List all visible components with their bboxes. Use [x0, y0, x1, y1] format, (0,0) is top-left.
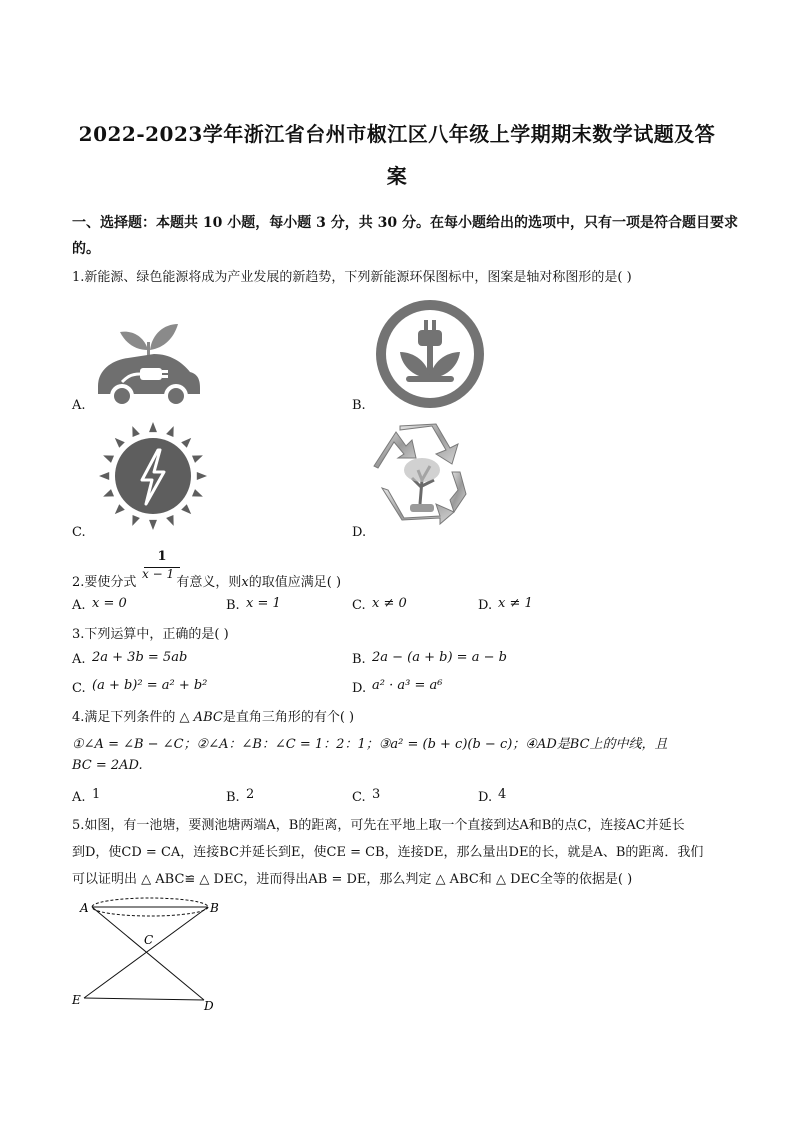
q2-option-a-expr: x = 0 — [92, 596, 127, 611]
q2-option-b-expr: x = 1 — [246, 596, 281, 611]
point-e-label: E — [72, 993, 81, 1007]
sun-ray — [197, 472, 207, 480]
q2-option-c-label: C. — [352, 598, 366, 613]
question-5-line2: 到D，使CD = CA，连接BC并延长到E，使CE = CB，连接DE，那么量出DE的长，就是A、B的距离．我们 — [72, 845, 704, 860]
section-header-line2: 的。 — [72, 241, 100, 257]
q2-fraction-numerator: 1 — [157, 549, 167, 564]
sun-ray — [166, 515, 174, 526]
sun-ray — [99, 472, 109, 480]
question-1-stem: 1.新能源、绿色能源将成为产业发展的新趋势，下列新能源环保图标中，图案是轴对称图形的是( ) — [72, 270, 632, 285]
sun-ray — [103, 489, 114, 497]
q4-triangle: △ ABC — [179, 710, 223, 725]
q4-option-c-expr: 3 — [372, 787, 381, 802]
question-2-stem — [72, 571, 341, 590]
point-a-label: A — [80, 901, 89, 915]
sun-ray — [149, 422, 157, 432]
q3-option-a-expr: 2a + 3b = 5ab — [92, 650, 188, 665]
q1-option-c-label: C. — [72, 525, 86, 540]
sun-ray — [149, 520, 157, 530]
eco-car-icon — [92, 312, 204, 408]
q1-option-b-label: B. — [352, 398, 366, 413]
q4-stem-pre: 4.满足下列条件的 — [72, 710, 176, 725]
sun-ray — [181, 438, 191, 448]
q4-option-a-expr: 1 — [92, 787, 101, 802]
sun-ray — [166, 426, 174, 437]
q2-stem-post: 的取值应满足( ) — [248, 575, 342, 590]
sun-ray — [115, 504, 125, 514]
q2-stem-mid: 有意义，则 — [176, 575, 242, 590]
q2-variable: x — [241, 575, 249, 590]
q4-option-d-label: D. — [478, 790, 493, 805]
question-4-stem — [72, 706, 354, 725]
section-header-line1: 一、选择题：本题共 10 小题，每小题 3 分，共 30 分。在每小题给出的选项中，只有一项是符合题目要求 — [72, 215, 738, 231]
point-c-label: C — [144, 933, 154, 947]
document-title-line1: 2022-2023学年浙江省台州市椒江区八年级上学期期末数学试题及答 — [78, 122, 716, 146]
q2-stem-pre: 2.要使分式 — [72, 575, 137, 590]
question-5-line1: 5.如图，有一池塘，要测池塘两端A，B的距离，可先在平地上取一个直接到达A和B的点C，连接AC并延长 — [72, 818, 685, 833]
q2-option-d-label: D. — [478, 598, 493, 613]
document-title-line2: 案 — [386, 164, 408, 188]
plug-sprout-icon — [372, 296, 488, 412]
sun-ray — [192, 489, 203, 497]
q4-conditions-line2: BC = 2AD. — [72, 758, 143, 773]
point-b-label: B — [210, 901, 219, 915]
q3-option-b-label: B. — [352, 652, 366, 667]
sun-ray — [181, 504, 191, 514]
q4-option-a-label: A. — [72, 790, 86, 805]
sun-ray — [132, 426, 140, 437]
pond-triangle-diagram — [70, 892, 230, 1014]
q3-option-c-label: C. — [72, 681, 86, 696]
q3-option-d-expr: a² · a³ = a⁶ — [372, 678, 443, 693]
q2-option-b-label: B. — [226, 598, 240, 613]
q4-stem-post: 是直角三角形的有个( ) — [222, 710, 355, 725]
q3-option-a-label: A. — [72, 652, 86, 667]
q2-fraction-denominator: x − 1 — [142, 567, 175, 581]
q1-option-a-label: A. — [72, 398, 86, 413]
q4-option-d-expr: 4 — [498, 787, 507, 802]
question-3-stem: 3.下列运算中，正确的是( ) — [72, 627, 229, 642]
q2-option-c-expr: x ≠ 0 — [372, 596, 407, 611]
q4-option-c-label: C. — [352, 790, 366, 805]
q4-conditions-line1: ①∠A = ∠B − ∠C；②∠A：∠B：∠C = 1：2：1；③a² = (b + c)(b − c)；④AD是BC上的中线，且 — [72, 737, 668, 752]
sun-ray — [132, 515, 140, 526]
sun-ray — [192, 455, 203, 463]
q4-option-b-expr: 2 — [246, 787, 255, 802]
q3-option-d-label: D. — [352, 681, 367, 696]
recycle-tree-icon — [370, 420, 472, 528]
q2-option-d-expr: x ≠ 1 — [498, 596, 533, 611]
sun-ray — [103, 455, 114, 463]
question-5-line3: 可以证明出 △ ABC≌ △ DEC，进而得出AB = DE，那么判定 △ ABC和 △ DEC全等的依据是( ) — [72, 872, 633, 887]
q4-option-b-label: B. — [226, 790, 240, 805]
q1-option-d-label: D. — [352, 525, 367, 540]
q2-option-a-label: A. — [72, 598, 86, 613]
point-d-label: D — [204, 999, 214, 1013]
q3-option-b-expr: 2a − (a + b) = a − b — [372, 650, 507, 665]
q3-option-c-expr: (a + b)² = a² + b² — [92, 678, 208, 693]
sun-bolt-icon — [94, 420, 212, 532]
sun-ray — [115, 438, 125, 448]
